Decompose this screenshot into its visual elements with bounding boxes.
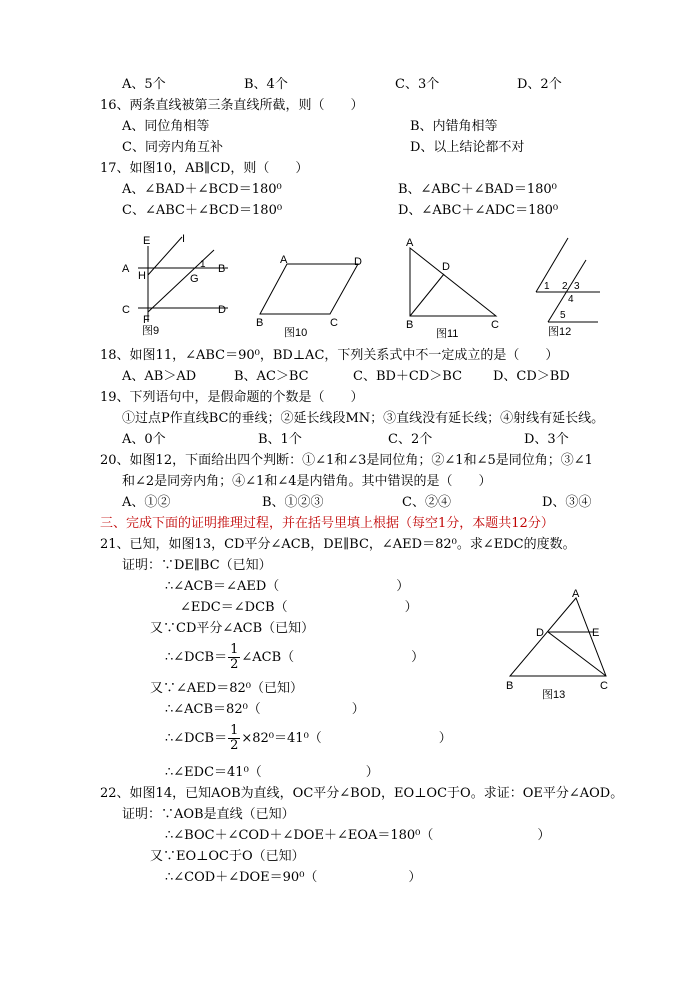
fig11-label-c: C: [491, 319, 499, 331]
fig13-label-e: E: [592, 627, 600, 639]
fig13-label-b: B: [506, 680, 514, 692]
fraction-denominator: 2: [230, 738, 239, 753]
q19-stem: 19、下列语句中，是假命题的个数是（ ）: [100, 390, 364, 405]
fig9-label-h: H: [138, 270, 146, 282]
q20-stem-cont: 和∠2是同旁内角；④∠1和∠4是内错角。其中错误的是（ ）: [122, 474, 492, 489]
fig11-label-d: D: [442, 261, 450, 273]
fig10-label-c: C: [330, 317, 338, 329]
q21-proof-line-7: ∴∠ACB＝82⁰（ ）: [165, 702, 365, 717]
q16-option-d: D、以上结论都不对: [410, 140, 525, 155]
fig12-label-3: 3: [574, 281, 580, 292]
q18-stem: 18、如图11，∠ABC＝90⁰，BD⊥AC，下列关系式中不一定成立的是（ ）: [100, 348, 559, 363]
q18-option-a: A、AB＞AD: [122, 369, 197, 384]
figure-11: [400, 234, 508, 342]
q15-option-c: C、3个: [395, 77, 440, 92]
fig10-label-d: D: [354, 256, 362, 268]
q15-option-b: B、4个: [244, 77, 288, 92]
fig13-label-c: C: [600, 680, 608, 692]
fig12-caption: 图12: [548, 326, 572, 338]
fig12-label-1: 1: [544, 281, 550, 292]
q18-option-c: C、BD＋CD＞BC: [353, 369, 463, 384]
q21-proof-line-8: [165, 722, 452, 756]
q22-proof-line-1: 证明：∵AOB是直线（已知）: [122, 807, 295, 822]
fig9-label-e: E: [143, 235, 151, 247]
q17-option-a: A、∠BAD＋∠BCD＝180⁰: [122, 182, 282, 197]
q21-proof-line-9: ∴∠EDC＝41⁰（ ）: [165, 765, 379, 780]
q22-proof-line-2: ∴∠BOC＋∠COD＋∠DOE＋∠EOA＝180⁰（ ）: [165, 828, 551, 843]
fig11-label-b: B: [406, 319, 414, 331]
figure-12: [530, 234, 610, 340]
q19-option-d: D、3个: [524, 432, 569, 447]
fraction-numerator: 1: [230, 642, 239, 657]
q20-option-a: A、①②: [122, 495, 171, 510]
q17-option-b: B、∠ABC＋∠BAD＝180⁰: [398, 182, 557, 197]
fig9-label-b: B: [218, 263, 226, 275]
q20-option-b: B、①②③: [262, 495, 324, 510]
q22-proof-line-4: ∴∠COD＋∠DOE＝90⁰（ ）: [165, 870, 422, 885]
fig9-label-a: A: [122, 263, 130, 275]
q15-option-d: D、2个: [517, 77, 562, 92]
q21-l8-suffix: ×82⁰＝41⁰（ ）: [241, 731, 452, 746]
q19-option-b: B、1个: [258, 432, 302, 447]
fig9-label-c: C: [122, 304, 130, 316]
fig12-label-5: 5: [560, 310, 566, 321]
q21-proof-line-5: [165, 641, 424, 675]
q20-option-d: D、③④: [542, 495, 592, 510]
q21-proof-line-2: ∴∠ACB＝∠AED（ ）: [165, 579, 410, 594]
q21-proof-line-1: 证明：∵DE∥BC（已知）: [122, 558, 272, 573]
q16-option-c: C、同旁内角互补: [122, 140, 223, 155]
q17-option-d: D、∠ABC＋∠ADC＝180⁰: [398, 203, 559, 218]
q22-stem: 22、如图14，已知AOB为直线，OC平分∠BOD，EO⊥OC于O。求证：OE平分∠AOD。: [100, 786, 624, 801]
fraction-denominator: 2: [230, 657, 239, 672]
fig10-label-b: B: [256, 317, 264, 329]
q17-option-c: C、∠ABC＋∠BCD＝180⁰: [122, 203, 283, 218]
fig13-label-d: D: [536, 627, 544, 639]
q21-l8-prefix: ∴∠DCB＝: [165, 731, 228, 746]
fig9-label-g: G: [190, 273, 199, 285]
q21-l5-suffix: ∠ACB（ ）: [241, 650, 425, 665]
fraction-numerator: 1: [230, 723, 239, 738]
fig9-label-i: I: [182, 233, 186, 245]
q20-stem: 20、如图12，下面给出四个判断：①∠1和∠3是同位角；②∠1和∠5是同位角；③∠1: [100, 453, 593, 468]
fig10-label-a: A: [280, 254, 288, 266]
fig9-label-d: D: [218, 304, 226, 316]
section-3-heading: 三、完成下面的证明推理过程，并在括号里填上根据（每空1分，本题共12分）: [100, 516, 554, 531]
q21-proof-line-6: 又∵∠AED＝82⁰（已知）: [150, 681, 303, 696]
q20-option-c: C、②④: [402, 495, 451, 510]
q16-option-b: B、内错角相等: [410, 119, 498, 134]
fig13-label-a: A: [572, 588, 580, 600]
q22-proof-line-3: 又∵EO⊥OC于O（已知）: [150, 849, 305, 864]
figure-10: [252, 252, 372, 340]
fig12-label-4: 4: [568, 294, 574, 305]
q21-proof-line-4: 又∵CD平分∠ACB（已知）: [150, 621, 315, 636]
q16-option-a: A、同位角相等: [122, 119, 210, 134]
fig11-caption: 图11: [436, 328, 459, 340]
figure-9: [118, 230, 240, 338]
q21-proof-line-3: ∠EDC＝∠DCB（ ）: [180, 600, 418, 615]
fig11-label-a: A: [406, 237, 414, 249]
figure-13: [500, 588, 620, 704]
q17-stem: 17、如图10，AB∥CD，则（ ）: [100, 161, 309, 176]
q19-body: ①过点P作直线BC的垂线；②延长线段MN；③直线没有延长线；④射线有延长线。: [122, 411, 605, 426]
fraction-half-1: [228, 643, 240, 672]
fig9-label-f: F: [143, 314, 150, 326]
fraction-half-2: [228, 724, 240, 753]
fig10-caption: 图10: [284, 327, 308, 339]
q18-option-d: D、CD＞BD: [493, 369, 570, 384]
fig9-label-1: 1: [200, 259, 206, 270]
q21-stem: 21、已知，如图13，CD平分∠ACB，DE∥BC，∠AED＝82⁰。求∠EDC的度数。: [100, 537, 576, 552]
q19-option-c: C、2个: [388, 432, 433, 447]
q21-l5-prefix: ∴∠DCB＝: [165, 650, 228, 665]
q19-option-a: A、0个: [122, 432, 166, 447]
q18-option-b: B、AC＞BC: [234, 369, 309, 384]
fig13-caption: 图13: [542, 689, 566, 701]
q15-option-a: A、5个: [122, 77, 166, 92]
fig12-label-2: 2: [562, 281, 568, 292]
q16-stem: 16、两条直线被第三条直线所截，则（ ）: [100, 98, 364, 113]
fig9-caption: 图9: [142, 325, 160, 337]
